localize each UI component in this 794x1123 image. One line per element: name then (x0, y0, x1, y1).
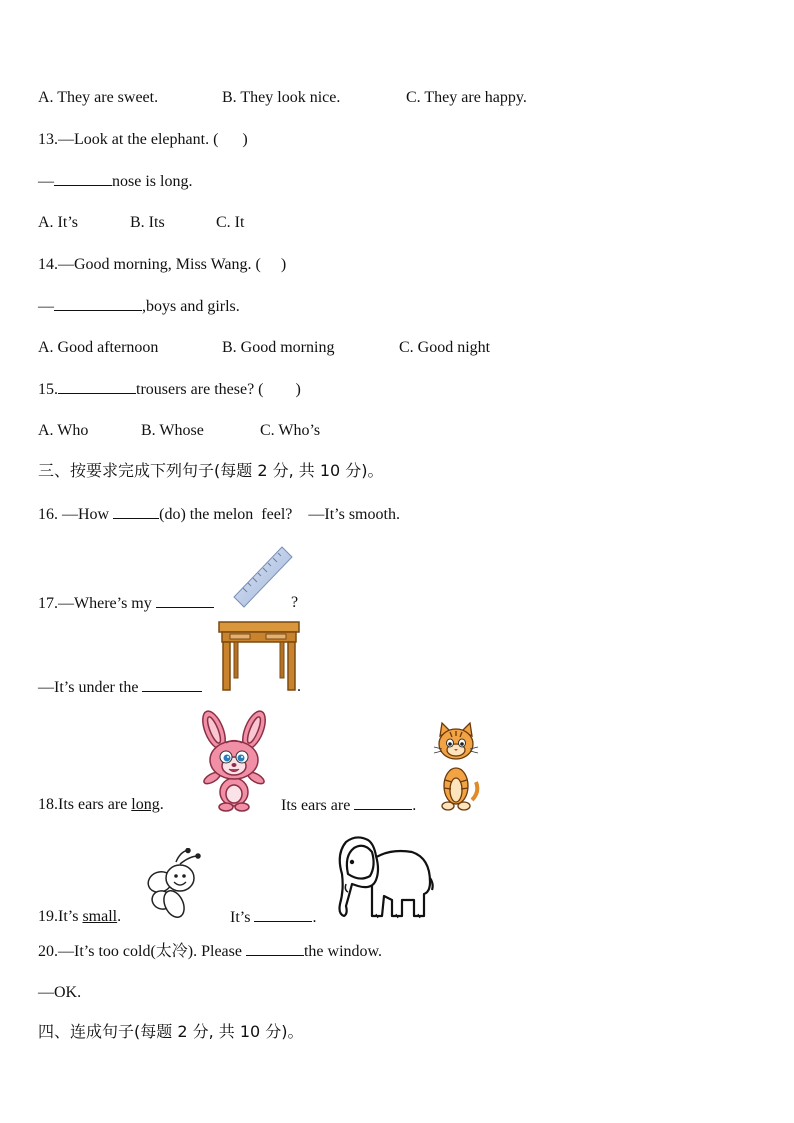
q14-reply-text: ,boys and girls. (142, 298, 240, 315)
q18-keyword: long (131, 796, 160, 813)
q18-prefix: 18.Its ears are (38, 796, 132, 813)
q19-part2: It’s (230, 909, 255, 926)
q14-option-a: A. Good afternoon (38, 339, 159, 356)
q15-prompt (38, 379, 301, 400)
q17-part2: —It’s under the (38, 679, 143, 696)
q12-option-a: A. They are sweet. (38, 89, 159, 106)
q18-sentence-2 (281, 795, 416, 816)
q12-option-c: C. They are happy. (406, 89, 527, 106)
q15-option-c: C. Who’s (260, 422, 321, 439)
answer-blank[interactable] (254, 907, 312, 922)
q19-keyword: small (82, 908, 118, 925)
answer-blank[interactable] (246, 941, 304, 956)
answer-blank[interactable] (58, 379, 136, 394)
q17-answer (38, 677, 202, 698)
cat-icon (432, 722, 480, 812)
q20-part2: the window. (303, 943, 383, 960)
answer-blank[interactable] (156, 593, 214, 608)
q13-prompt: 13.—Look at the elephant. ( ) (38, 131, 248, 148)
q20-sentence (38, 941, 382, 962)
q17-period: . (297, 678, 301, 695)
q19-sentence-1 (38, 907, 121, 927)
q15-text: trousers are these? ( ) (136, 381, 301, 398)
section-3-heading: 三、按要求完成下列句子(每题 2 分, 共 10 分)。 (38, 461, 384, 480)
q19-prefix: 19.It’s (38, 908, 83, 925)
q18-dot: . (159, 796, 164, 813)
q17-question (38, 593, 214, 614)
q20-reply: —OK. (38, 984, 82, 1001)
q20-part1: 20.—It’s too cold(太冷). Please (38, 943, 246, 960)
q12-option-b: B. They look nice. (222, 89, 341, 106)
q18-end: . (412, 797, 417, 814)
answer-blank[interactable] (113, 504, 159, 519)
q16-part2: (do) the melon feel? —It’s smooth. (159, 506, 400, 523)
q14-option-c: C. Good night (399, 339, 491, 356)
q15-option-a: A. Who (38, 422, 89, 439)
q18-sentence-1 (38, 795, 164, 815)
desk-icon (218, 620, 300, 692)
q13-reply-text: nose is long. (112, 173, 193, 190)
q13-option-a: A. It’s (38, 214, 78, 231)
q14-option-b: B. Good morning (222, 339, 335, 356)
elephant-icon (332, 830, 434, 922)
q17-question-mark: ? (291, 594, 299, 611)
answer-blank[interactable] (54, 171, 112, 186)
butterfly-icon (146, 848, 208, 920)
q16-part1: 16. —How (38, 506, 114, 523)
q13-reply (38, 171, 192, 192)
dash: — (38, 298, 54, 315)
ruler-icon (232, 545, 294, 611)
q17-part1: 17.—Where’s my (38, 595, 156, 612)
section-4-heading: 四、连成句子(每题 2 分, 共 10 分)。 (38, 1022, 304, 1041)
q14-reply (38, 296, 240, 317)
q13-option-b: B. Its (130, 214, 165, 231)
answer-blank[interactable] (354, 795, 412, 810)
answer-blank[interactable] (54, 296, 142, 311)
dash: — (38, 173, 54, 190)
q19-end: . (312, 909, 317, 926)
rabbit-icon (190, 708, 278, 812)
q19-sentence-2 (230, 907, 316, 928)
q13-option-c: C. It (216, 214, 245, 231)
q15-number: 15. (38, 381, 58, 398)
q15-option-b: B. Whose (141, 422, 204, 439)
q18-part2: Its ears are (281, 797, 355, 814)
q19-dot: . (117, 908, 122, 925)
q14-prompt: 14.—Good morning, Miss Wang. ( ) (38, 256, 287, 273)
q16-sentence (38, 504, 400, 525)
answer-blank[interactable] (142, 677, 202, 692)
